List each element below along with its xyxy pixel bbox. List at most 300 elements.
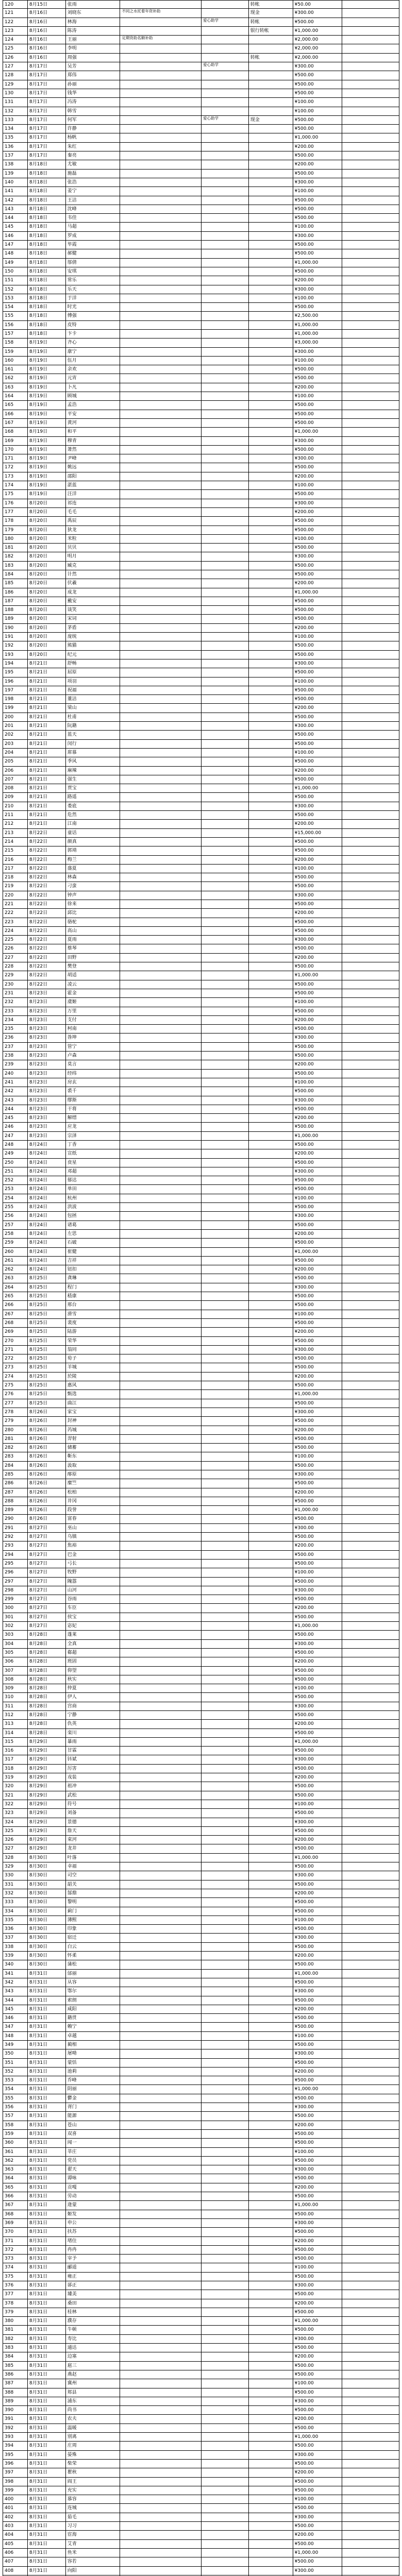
row-date: 8月22日 [28, 918, 66, 926]
row-purpose [120, 2165, 202, 2174]
row-number: 301 [3, 1613, 28, 1621]
row-number: 194 [3, 659, 28, 668]
row-donor: 马超 [66, 223, 121, 231]
row-purpose [120, 1960, 202, 1969]
row-amount: ¥500.00 [293, 695, 343, 703]
row-method [249, 1568, 293, 1577]
row-purpose [120, 18, 202, 26]
row-note [342, 2478, 399, 2486]
row-number: 314 [3, 1729, 28, 1737]
row-number: 144 [3, 214, 28, 222]
row-donor: 宦海 [66, 2531, 121, 2539]
row-date: 8月27日 [28, 1595, 66, 1603]
row-number: 320 [3, 1782, 28, 1790]
row-type [202, 472, 249, 481]
row-method [249, 2228, 293, 2236]
row-method [249, 2379, 293, 2387]
row-type [202, 1319, 249, 1327]
row-number: 176 [3, 499, 28, 507]
row-amount: ¥500.00 [293, 1043, 343, 1051]
row-date: 8月17日 [28, 143, 66, 151]
row-amount: ¥100.00 [293, 1568, 343, 1577]
row-amount: ¥200.00 [293, 2237, 343, 2245]
table-row [3, 321, 399, 330]
row-date: 8月31日 [28, 2201, 66, 2209]
row-note [342, 2165, 399, 2174]
row-type [202, 1987, 249, 1995]
table-row [3, 2504, 399, 2513]
row-purpose [120, 1836, 202, 1844]
row-note [342, 187, 399, 195]
row-note [342, 2103, 399, 2111]
row-method [249, 1239, 293, 1247]
row-date: 8月31日 [28, 2486, 66, 2495]
row-number: 165 [3, 401, 28, 409]
row-donor: 杭州 [66, 1194, 121, 1202]
row-number: 352 [3, 2067, 28, 2076]
row-number: 219 [3, 882, 28, 890]
table-row [3, 357, 399, 365]
table-row [3, 2424, 399, 2433]
row-donor: 麻辣 [66, 767, 121, 775]
row-donor: 朱红 [66, 143, 121, 151]
row-number: 149 [3, 259, 28, 267]
row-donor: 单田 [66, 1185, 121, 1193]
row-type [202, 2290, 249, 2298]
row-type [202, 1595, 249, 1603]
row-purpose [120, 1515, 202, 1523]
row-type [202, 731, 249, 739]
row-number: 155 [3, 312, 28, 320]
row-date: 8月25日 [28, 1354, 66, 1363]
row-method [249, 588, 293, 597]
row-type [202, 1007, 249, 1015]
row-donor: 诸葛 [66, 1221, 121, 1229]
row-method [249, 1159, 293, 1167]
row-note [342, 865, 399, 873]
row-date: 8月31日 [28, 2263, 66, 2272]
row-amount: ¥300.00 [293, 2513, 343, 2521]
row-purpose [120, 2219, 202, 2227]
row-amount: ¥300.00 [293, 62, 343, 71]
row-method [249, 980, 293, 989]
row-amount: ¥200.00 [293, 1060, 343, 1069]
row-type [202, 2388, 249, 2397]
table-row [3, 1667, 399, 1675]
table-row [3, 223, 399, 231]
row-amount: ¥200.00 [293, 1657, 343, 1666]
row-number: 270 [3, 1337, 28, 1345]
row-method [249, 2165, 293, 2174]
row-method [249, 214, 293, 222]
row-method [249, 107, 293, 115]
row-donor: 栾川 [66, 1729, 121, 1737]
row-purpose [120, 1159, 202, 1167]
row-purpose [120, 437, 202, 445]
table-row [3, 2460, 399, 2468]
row-type [202, 187, 249, 195]
row-date: 8月16日 [28, 36, 66, 44]
row-type: 爱心助学 [202, 116, 249, 124]
row-purpose [120, 1078, 202, 1087]
row-method [249, 641, 293, 650]
row-method [249, 2433, 293, 2441]
row-donor: 沈峰 [66, 205, 121, 213]
row-type [202, 1684, 249, 1692]
row-method [249, 1185, 293, 1193]
row-number: 315 [3, 1738, 28, 1746]
row-amount: ¥300.00 [293, 2451, 343, 2459]
row-amount: ¥500.00 [293, 1087, 343, 1095]
row-note [342, 2076, 399, 2084]
table-row [3, 1470, 399, 1479]
row-note [342, 1738, 399, 1746]
row-type [202, 294, 249, 302]
row-date: 8月22日 [28, 962, 66, 971]
row-note [342, 1862, 399, 1871]
row-number: 395 [3, 2451, 28, 2459]
table-row [3, 232, 399, 241]
table-row [3, 2183, 399, 2192]
row-purpose [120, 312, 202, 320]
row-purpose [120, 2183, 202, 2192]
row-type [202, 526, 249, 534]
row-purpose [120, 338, 202, 347]
row-method [249, 1729, 293, 1737]
row-purpose [120, 143, 202, 151]
row-note [342, 437, 399, 445]
table-row [3, 579, 399, 588]
row-purpose [120, 624, 202, 632]
row-purpose [120, 1702, 202, 1710]
row-note [342, 330, 399, 338]
row-note [342, 1586, 399, 1595]
row-purpose [120, 668, 202, 676]
row-type [202, 962, 249, 971]
row-note [342, 1952, 399, 1960]
row-type [202, 1871, 249, 1879]
row-purpose [120, 463, 202, 471]
row-amount: ¥500.00 [293, 1007, 343, 1015]
row-purpose [120, 267, 202, 276]
row-donor: 梅兰 [66, 856, 121, 864]
row-note [342, 1194, 399, 1202]
row-type [202, 1622, 249, 1630]
row-amount: ¥500.00 [293, 2255, 343, 2263]
row-date: 8月20日 [28, 579, 66, 587]
row-amount: ¥300.00 [293, 2219, 343, 2227]
row-date: 8月23日 [28, 1087, 66, 1095]
row-type [202, 1515, 249, 1523]
row-amount: ¥200.00 [293, 1952, 343, 1960]
row-amount: ¥500.00 [293, 1301, 343, 1309]
row-number: 310 [3, 1693, 28, 1701]
row-note [342, 1203, 399, 1211]
row-donor: 萧然 [66, 446, 121, 454]
table-row [3, 900, 399, 909]
row-method [249, 160, 293, 168]
row-note [342, 2273, 399, 2281]
row-number: 131 [3, 98, 28, 106]
row-number: 305 [3, 1649, 28, 1657]
row-purpose [120, 2076, 202, 2084]
row-donor: 邴原 [66, 1470, 121, 1479]
row-method [249, 2094, 293, 2103]
table-row [3, 1836, 399, 1844]
row-note [342, 980, 399, 989]
row-donor: 牛顿 [66, 2326, 121, 2334]
row-purpose [120, 1720, 202, 1728]
row-note [342, 2059, 399, 2067]
row-amount: ¥300.00 [293, 1524, 343, 1532]
row-method [249, 2308, 293, 2316]
row-amount: ¥300.00 [293, 552, 343, 561]
row-purpose [120, 820, 202, 828]
table-row [3, 2032, 399, 2041]
row-date: 8月18日 [28, 187, 66, 195]
row-number: 158 [3, 338, 28, 347]
row-note [342, 2352, 399, 2361]
row-date: 8月31日 [28, 2103, 66, 2111]
row-purpose [120, 2085, 202, 2093]
row-type [202, 1283, 249, 1292]
row-type [202, 1292, 249, 1300]
row-number: 282 [3, 1444, 28, 1452]
row-type [202, 463, 249, 471]
row-type [202, 2317, 249, 2325]
row-method [249, 1372, 293, 1381]
row-donor: 姚远 [66, 463, 121, 471]
row-amount: ¥1,000.00 [293, 971, 343, 979]
row-note [342, 80, 399, 89]
row-purpose [120, 1033, 202, 1042]
row-number: 288 [3, 1497, 28, 1505]
row-number: 273 [3, 1363, 28, 1371]
row-donor: 宓妃 [66, 1622, 121, 1630]
row-type [202, 597, 249, 605]
row-type [202, 588, 249, 597]
row-method [249, 490, 293, 498]
row-number: 154 [3, 303, 28, 311]
row-date: 8月29日 [28, 1827, 66, 1835]
row-amount: ¥500.00 [293, 2290, 343, 2298]
row-note [342, 267, 399, 276]
row-purpose [120, 1755, 202, 1764]
row-donor: 通达 [66, 2344, 121, 2352]
row-note [342, 1506, 399, 1514]
row-method [249, 2130, 293, 2138]
row-type [202, 2059, 249, 2067]
row-date: 8月31日 [28, 2370, 66, 2379]
table-row [3, 178, 399, 187]
row-amount: ¥2,000.00 [293, 54, 343, 62]
row-amount: ¥500.00 [293, 2112, 343, 2120]
row-date: 8月17日 [28, 133, 66, 142]
row-purpose [120, 2504, 202, 2512]
row-number: 228 [3, 962, 28, 971]
table-row [3, 1978, 399, 1987]
row-purpose [120, 1426, 202, 1434]
table-row [3, 1462, 399, 1470]
row-method [249, 1541, 293, 1550]
row-donor: 段誉 [66, 1506, 121, 1514]
row-note [342, 454, 399, 463]
row-purpose [120, 187, 202, 195]
row-note [342, 27, 399, 35]
row-note [342, 1551, 399, 1559]
row-date: 8月18日 [28, 330, 66, 338]
row-donor: 濮存 [66, 2317, 121, 2325]
row-donor: 虞姬 [66, 998, 121, 1006]
row-date: 8月22日 [28, 980, 66, 989]
row-amount: ¥100.00 [293, 677, 343, 686]
row-donor: 管宁 [66, 1043, 121, 1051]
row-number: 252 [3, 1176, 28, 1184]
row-amount: ¥1,000.00 [293, 2317, 343, 2325]
row-donor: 苍山 [66, 2121, 121, 2129]
row-method [249, 303, 293, 311]
row-date: 8月25日 [28, 1390, 66, 1398]
row-note [342, 1033, 399, 1042]
row-method [249, 178, 293, 187]
row-purpose [120, 2308, 202, 2316]
row-type [202, 1060, 249, 1069]
row-method [249, 1417, 293, 1425]
row-donor: 席慕 [66, 749, 121, 757]
row-amount: ¥100.00 [293, 107, 343, 115]
row-type [202, 1390, 249, 1398]
row-date: 8月21日 [28, 802, 66, 810]
row-donor: 习习 [66, 2522, 121, 2530]
row-date: 8月23日 [28, 1016, 66, 1024]
row-note [342, 2094, 399, 2103]
row-amount: ¥200.00 [293, 1604, 343, 1612]
row-donor: 巫山 [66, 1524, 121, 1532]
row-method [249, 2059, 293, 2067]
row-donor: 杨帆 [66, 133, 121, 142]
row-amount: ¥100.00 [293, 998, 343, 1006]
row-amount: ¥500.00 [293, 651, 343, 659]
row-date: 8月19日 [28, 463, 66, 471]
row-method [249, 838, 293, 846]
row-type [202, 1479, 249, 1487]
row-number: 202 [3, 731, 28, 739]
row-date: 8月20日 [28, 526, 66, 534]
row-amount: ¥500.00 [293, 757, 343, 766]
row-number: 148 [3, 249, 28, 258]
row-number: 324 [3, 1818, 28, 1826]
row-date: 8月31日 [28, 1996, 66, 2005]
row-type [202, 1960, 249, 1969]
row-date: 8月31日 [28, 1978, 66, 1987]
row-amount: ¥500.00 [293, 1363, 343, 1371]
row-note [342, 1765, 399, 1773]
row-amount: ¥500.00 [293, 944, 343, 953]
table-row [3, 2352, 399, 2361]
row-date: 8月25日 [28, 1399, 66, 1408]
row-amount: ¥500.00 [293, 1613, 343, 1621]
row-date: 8月24日 [28, 1141, 66, 1149]
row-note [342, 1212, 399, 1220]
table-row [3, 2344, 399, 2352]
table-row [3, 1265, 399, 1274]
row-method [249, 392, 293, 400]
row-note [342, 1060, 399, 1069]
row-note [342, 784, 399, 792]
row-date: 8月31日 [28, 2549, 66, 2557]
row-number: 140 [3, 178, 28, 187]
table-row [3, 757, 399, 766]
row-date: 8月25日 [28, 1310, 66, 1318]
row-purpose [120, 1025, 202, 1033]
row-type [202, 1934, 249, 1942]
row-note [342, 1934, 399, 1942]
row-donor: 宗泽 [66, 1132, 121, 1140]
row-note [342, 811, 399, 819]
row-amount: ¥100.00 [293, 357, 343, 365]
row-method [249, 365, 293, 374]
row-purpose [120, 686, 202, 694]
table-row [3, 562, 399, 570]
row-number: 348 [3, 2032, 28, 2040]
row-donor: 卓越 [66, 2032, 121, 2040]
row-number: 203 [3, 740, 28, 748]
row-number: 221 [3, 900, 28, 908]
row-type [202, 1640, 249, 1648]
row-method [249, 508, 293, 516]
row-type [202, 249, 249, 258]
table-row [3, 1702, 399, 1711]
row-amount: ¥500.00 [293, 1533, 343, 1541]
row-number: 254 [3, 1194, 28, 1202]
row-number: 311 [3, 1702, 28, 1710]
row-donor: 成龙 [66, 588, 121, 597]
row-donor: 龚琳 [66, 1274, 121, 1282]
row-donor: 熊猫 [66, 641, 121, 650]
row-purpose [120, 1818, 202, 1826]
table-row [3, 1114, 399, 1123]
row-method [249, 2468, 293, 2477]
row-number: 128 [3, 71, 28, 79]
row-number: 157 [3, 330, 28, 338]
row-purpose [120, 962, 202, 971]
row-date: 8月31日 [28, 2397, 66, 2405]
row-method [249, 338, 293, 347]
row-date: 8月25日 [28, 1274, 66, 1282]
row-amount: ¥500.00 [293, 419, 343, 427]
row-purpose [120, 2522, 202, 2530]
row-number: 353 [3, 2076, 28, 2084]
row-method [249, 1578, 293, 1586]
row-date: 8月28日 [28, 1649, 66, 1657]
row-method [249, 1693, 293, 1701]
row-number: 122 [3, 18, 28, 26]
table-row [3, 971, 399, 980]
row-note [342, 1444, 399, 1452]
row-type [202, 357, 249, 365]
row-purpose [120, 1087, 202, 1095]
row-donor: 羿射 [66, 1435, 121, 1443]
row-type [202, 686, 249, 694]
row-type [202, 1176, 249, 1184]
row-donor: 束河 [66, 1836, 121, 1844]
row-type [202, 1354, 249, 1363]
table-row [3, 276, 399, 285]
row-note [342, 205, 399, 213]
row-donor: 路遥 [66, 793, 121, 801]
row-donor: 丁香 [66, 1141, 121, 1149]
row-note [342, 2112, 399, 2120]
